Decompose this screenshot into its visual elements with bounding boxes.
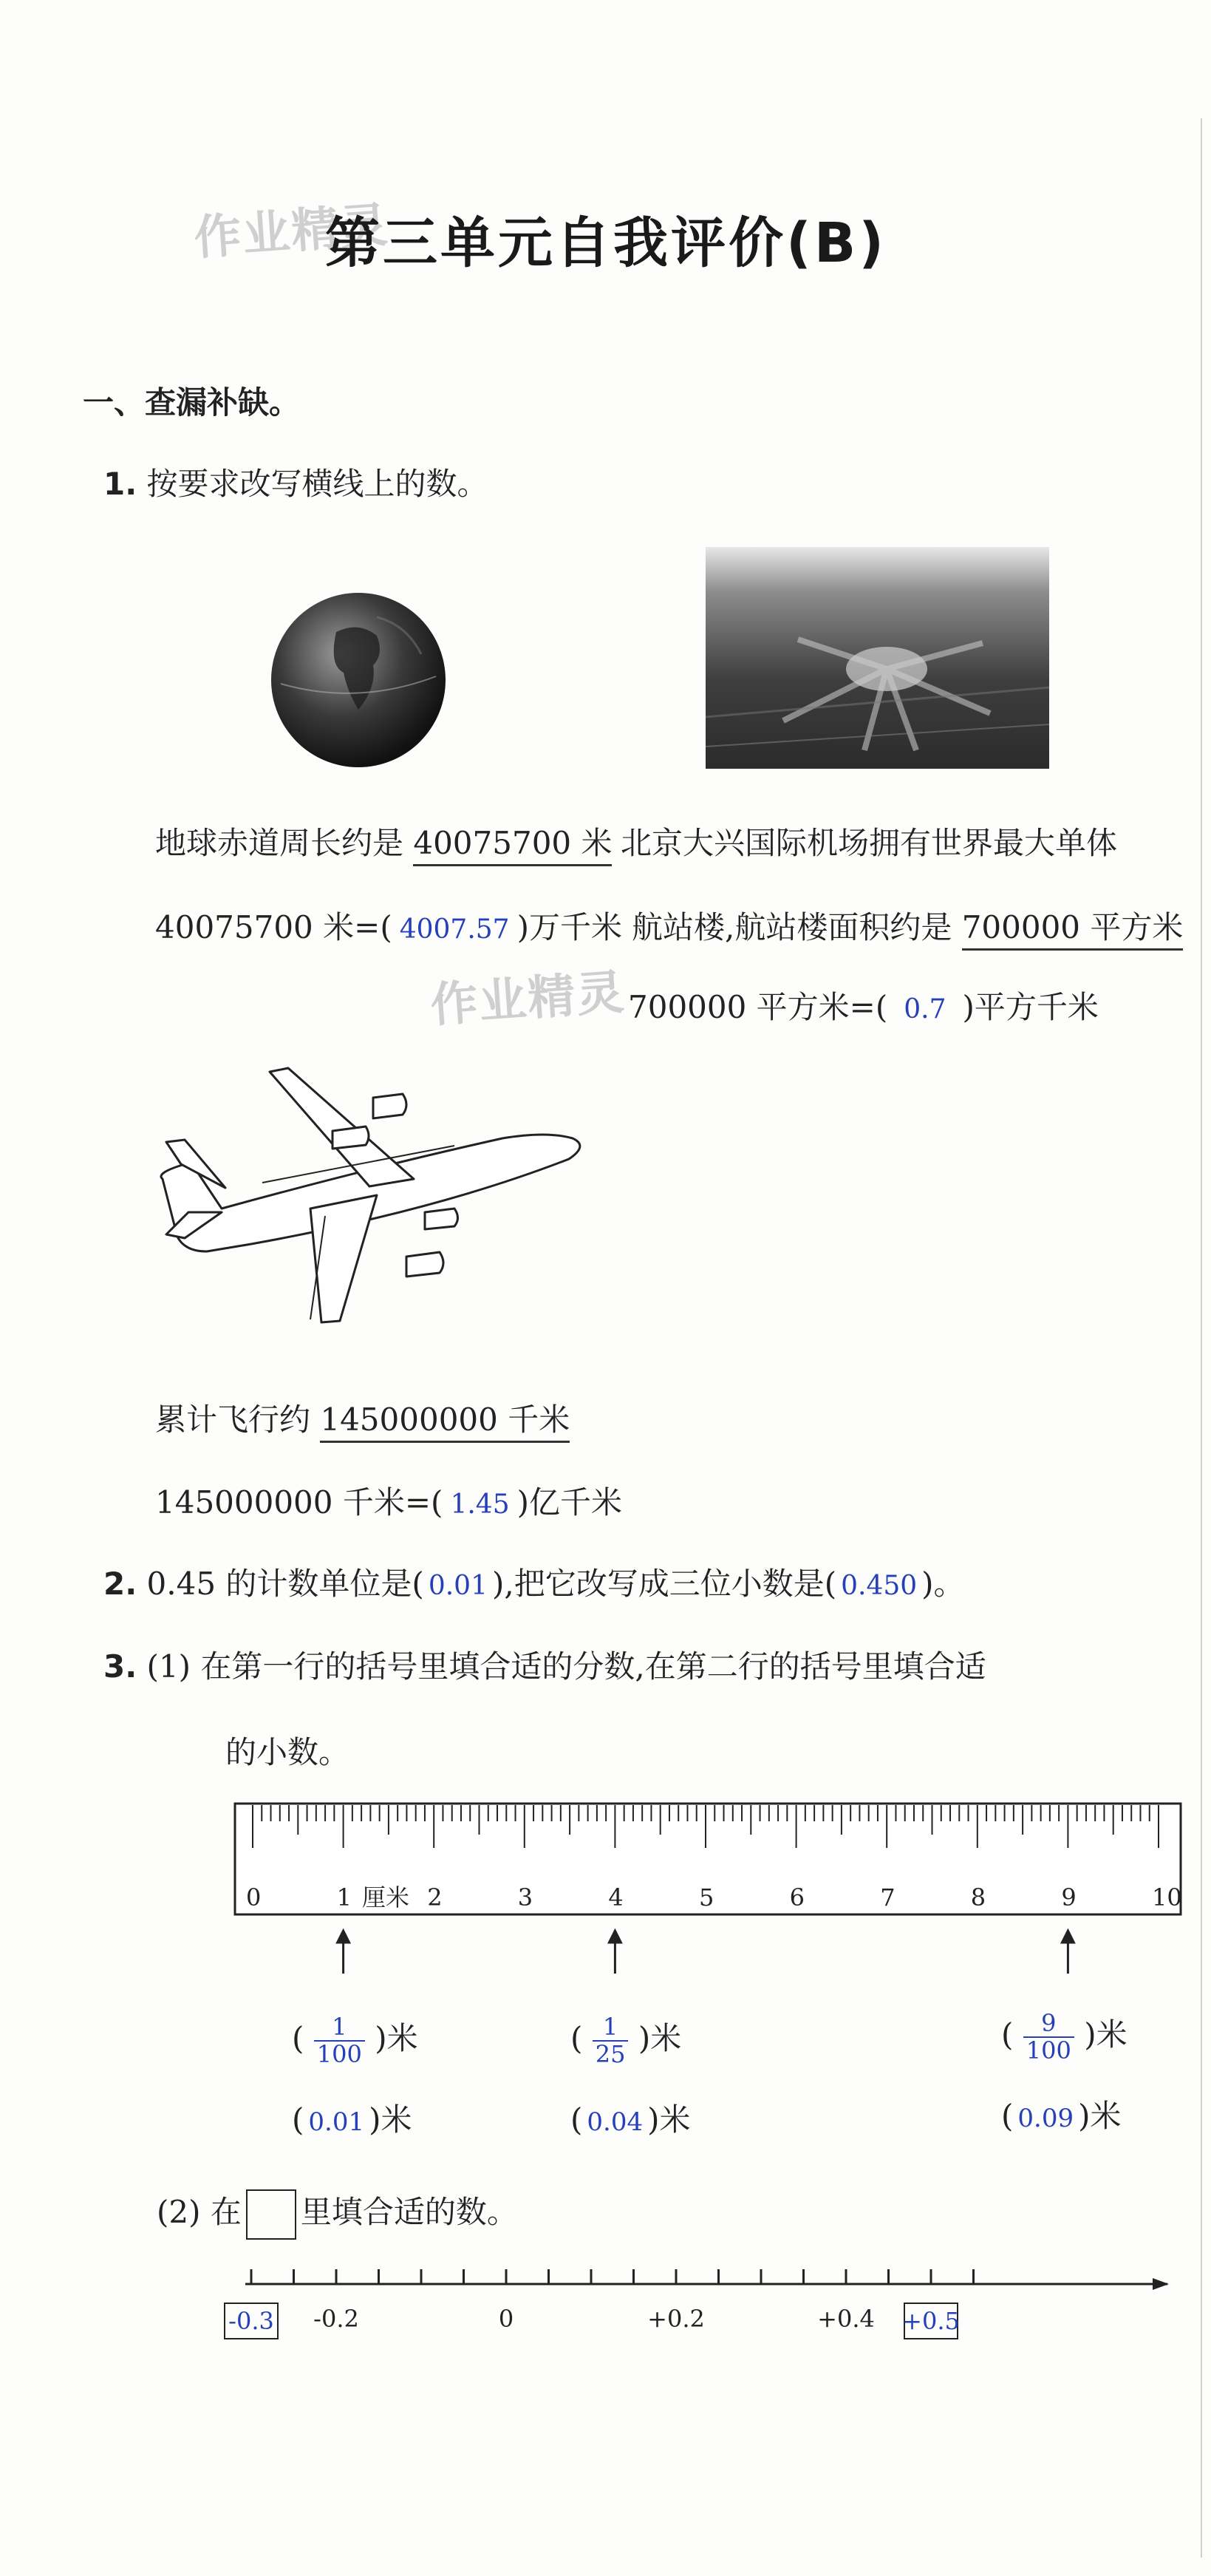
ruler-tick-label: 3 [517,1883,533,1911]
page-edge-line [1201,118,1202,2558]
close-paren-unit: )米 [647,2101,691,2138]
fraction-denominator: 25 [595,2040,626,2069]
globe-image [266,588,451,772]
open-paren: ( [292,2101,304,2138]
close-paren-unit: )米 [1078,2098,1122,2134]
ruler-tick-label: 2 [427,1883,443,1911]
part-2-text-2: 里填合适的数。 [300,2194,518,2230]
page-title: 第三单元自我评价(B) [325,211,887,275]
fraction-numerator: 1 [314,2014,365,2042]
ruler-answer-1-decimal [292,2096,412,2140]
earth-line-1 [155,819,612,863]
question-3-line-2: 的小数。 [225,1734,350,1770]
close-paren-unit: )米 [369,2101,412,2138]
decimal-answer-2: 0.04 [587,2107,644,2137]
earth-underlined-number: 40075700 米 [413,825,612,866]
ruler-tick-label: 8 [970,1883,986,1911]
question-2-text-2: ),把它改写成三位小数是( [491,1566,837,1602]
question-2 [103,1560,965,1604]
plane-answer: 1.45 [450,1489,510,1520]
plane-conversion-left: 145000000 千米=( [155,1484,443,1520]
ruler-pointer-arrowhead [338,1931,349,1943]
number-line-label: 0 [498,2305,514,2333]
question-number: 2. [103,1566,137,1602]
fraction-answer-2 [593,2014,629,2067]
question-3-part-1-text: (1) 在第一行的括号里填合适的分数,在第二行的括号里填合适 [146,1648,986,1685]
ruler-tick-label: 10 [1152,1883,1182,1911]
question-3-line-1 [103,1642,986,1687]
earth-conversion-unit: )万千米 [516,909,622,945]
ruler-tick-label: 6 [789,1883,805,1911]
fraction-numerator: 1 [593,2014,629,2042]
plane-conversion-unit: )亿千米 [516,1484,622,1520]
close-paren-unit: )米 [1084,2016,1128,2053]
earth-line-1-text: 地球赤道周长约是 [155,825,414,861]
ruler-answer-3-fraction [1001,2011,1128,2064]
airport-underlined-number: 700000 平方米 [962,909,1184,951]
number-line-arrowhead [1153,2278,1169,2290]
plane-line-2 [155,1478,622,1523]
question-number: 3. [103,1648,137,1685]
open-paren: ( [570,2101,583,2138]
airplane-drawing [151,1064,602,1353]
airport-conversion-unit: )平方千米 [962,989,1099,1025]
watermark-middle: 作业精灵 [429,965,627,1034]
plane-line-1-text: 累计飞行约 [155,1401,321,1438]
ruler-tick-label: 7 [880,1883,896,1911]
fraction-numerator: 9 [1023,2011,1074,2038]
ruler-tick-label: 0 [246,1883,262,1911]
airport-line-3 [628,983,1099,1027]
open-paren: ( [570,2020,583,2057]
number-line-diagram [222,2247,1182,2380]
open-paren: ( [1001,2016,1014,2053]
fraction-denominator: 100 [316,2040,362,2069]
plane-line-1 [155,1396,570,1440]
fraction-answer-1 [314,2014,365,2067]
watermark-top: 作业精灵 [192,197,391,267]
earth-line-2 [155,903,622,948]
ruler-tick-label: 4 [608,1883,624,1911]
close-paren-unit: )米 [375,2020,418,2057]
earth-answer: 4007.57 [399,914,510,945]
ruler-diagram [222,1796,1190,1981]
airport-line-1: 北京大兴国际机场拥有世界最大单体 [621,825,1118,861]
ruler-answer-3-decimal [1001,2092,1121,2136]
decimal-answer-1: 0.01 [308,2107,365,2137]
airport-conversion-left: 700000 平方米=( [628,989,888,1025]
ruler-tick-label: 5 [699,1883,714,1911]
fraction-denominator: 100 [1026,2036,1071,2065]
question-2-text-3: )。 [921,1566,965,1602]
number-line-label: +0.4 [817,2305,875,2333]
part-2-text-1: (2) 在 [157,2194,242,2230]
close-paren-unit: )米 [638,2020,682,2057]
number-line-label: +0.2 [647,2305,705,2333]
number-line-label: -0.2 [313,2305,359,2333]
airport-line-2 [632,903,1183,948]
plane-underlined-number: 145000000 千米 [320,1401,570,1443]
airport-aerial-photo [706,547,1049,769]
ruler-tick-label: 9 [1061,1883,1077,1911]
question-1-prompt [103,460,488,504]
number-line-answer: -0.3 [228,2307,274,2335]
empty-answer-box [246,2189,296,2240]
question-3-part-2 [157,2188,518,2240]
question-2-text-1: 0.45 的计数单位是( [146,1566,424,1602]
ruler-pointer-arrowhead [609,1931,621,1943]
question-number: 1. [103,466,137,502]
airport-line-2-text: 航站楼,航站楼面积约是 [632,909,962,945]
open-paren: ( [292,2020,304,2057]
earth-conversion-left: 40075700 米=( [155,909,392,945]
ruler-pointer-arrowhead [1062,1931,1074,1943]
open-paren: ( [1001,2098,1014,2134]
question-text: 按要求改写横线上的数。 [146,466,488,502]
question-2-answer-2: 0.450 [841,1571,918,1601]
question-2-answer-1: 0.01 [428,1571,488,1601]
ruler-unit-label: 厘米 [362,1883,410,1911]
airport-answer: 0.7 [904,994,946,1024]
ruler-answer-2-decimal [570,2096,690,2140]
fraction-answer-3 [1023,2011,1074,2064]
decimal-answer-3: 0.09 [1017,2104,1074,2133]
section-heading: 一、查漏补缺。 [83,384,301,421]
ruler-answer-1-fraction [292,2014,418,2067]
ruler-answer-2-fraction [570,2014,681,2067]
ruler-tick-label: 1 [336,1883,352,1911]
number-line-answer: +0.5 [902,2307,960,2335]
